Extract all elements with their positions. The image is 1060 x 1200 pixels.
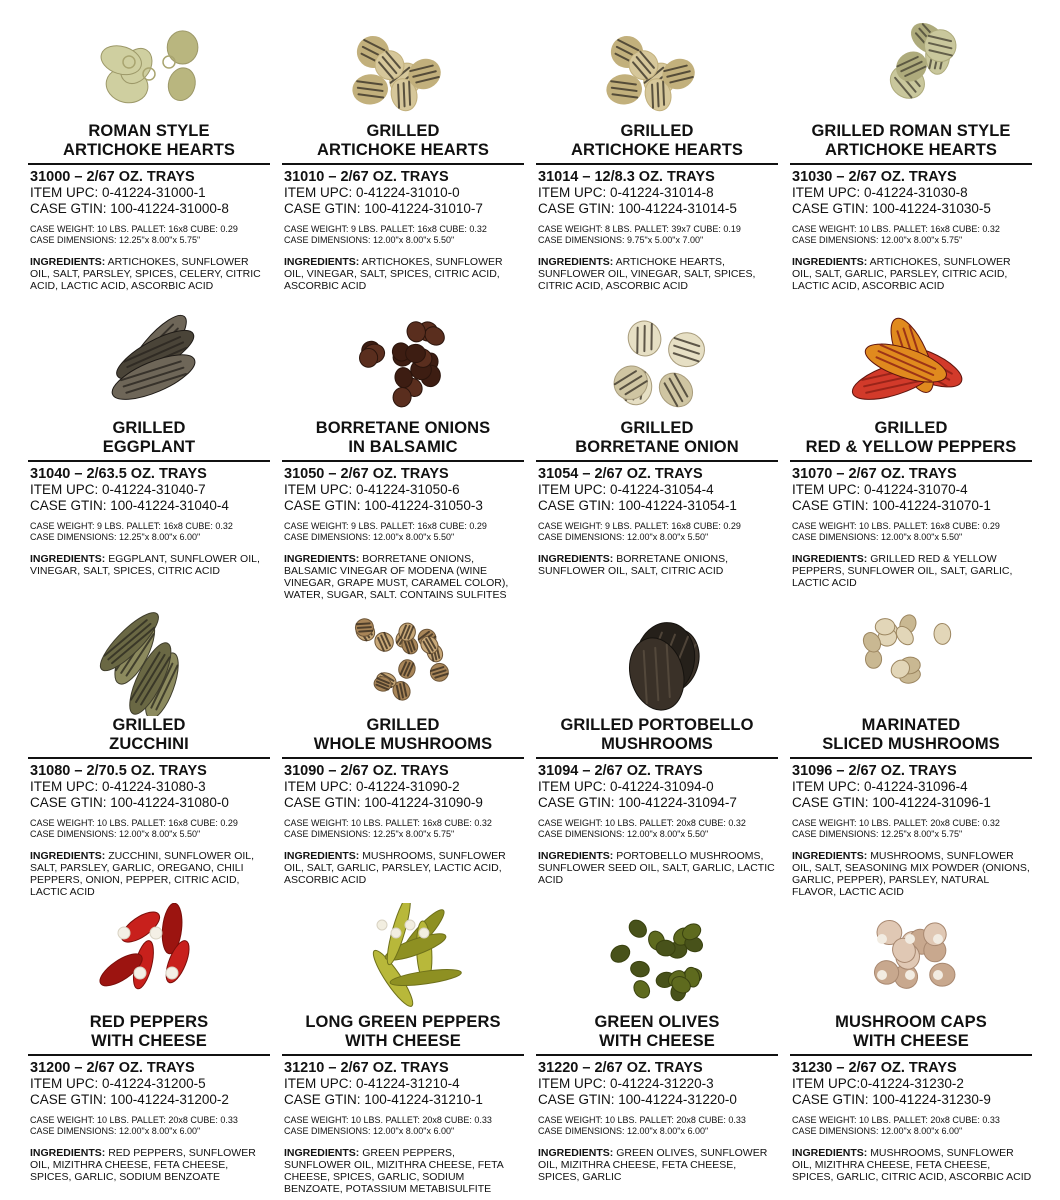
ingredients-label: INGREDIENTS: [792,850,868,862]
case-gtin: CASE GTIN: 100-41224-31030-5 [792,201,991,216]
item-upc: ITEM UPC:0-41224-31230-2 [792,1076,964,1091]
item-upc: ITEM UPC: 0-41224-31030-8 [792,185,968,200]
case-gtin: CASE GTIN: 100-41224-31080-0 [30,795,229,810]
case-gtin: CASE GTIN: 100-41224-31054-1 [538,498,737,513]
grilled-artichoke-image [338,12,468,122]
ingredients-text: ARTICHOKES, SUNFLOWER OIL, SALT, PARSLEY, SPICES, CELERY, CITRIC ACID, LACTIC ACID, ASCORBIC ACID [30,256,261,292]
case-dimensions: CASE DIMENSIONS: 12.25"x 8.00"x 5.75" [284,829,455,839]
ingredients [30,1147,270,1183]
case-dimensions: CASE DIMENSIONS: 12.00"x 8.00"x 6.00" [538,1126,709,1136]
ingredients-label: INGREDIENTS: [792,256,868,268]
item-upc: ITEM UPC: 0-41224-31210-4 [284,1076,460,1091]
product-code: 31010 – 2/67 OZ. TRAYS [284,169,449,185]
case-weight-pallet-cube: CASE WEIGHT: 9 LBS. PALLET: 16x8 CUBE: 0.32 [30,521,233,531]
case-dimensions: CASE DIMENSIONS: 12.00"x 8.00"x 6.00" [284,1126,455,1136]
product-card [282,899,524,1196]
case-weight-pallet-cube: CASE WEIGHT: 10 LBS. PALLET: 20x8 CUBE: 0.32 [792,818,1000,828]
ingredients-label: INGREDIENTS: [30,256,106,268]
product-title: GRILLED WHOLE MUSHROOMS [313,716,493,753]
product-card [282,305,524,602]
ingredients-label: INGREDIENTS: [284,850,360,862]
case-weight-pallet-cube: CASE WEIGHT: 10 LBS. PALLET: 20x8 CUBE: 0.33 [792,1115,1000,1125]
ingredients-text: RED PEPPERS, SUNFLOWER OIL, MIZITHRA CHEESE, FETA CHEESE, SPICES, GARLIC, SODIUM BENZOATE [30,1147,256,1183]
grilled-peppers-image [846,309,976,419]
case-weight-pallet-cube: CASE WEIGHT: 10 LBS. PALLET: 20x8 CUBE: 0.32 [538,818,746,828]
case-dimensions: CASE DIMENSIONS: 12.00"x 8.00"x 6.00" [792,1126,963,1136]
product-code: 31030 – 2/67 OZ. TRAYS [792,169,957,185]
mushroom-caps-cheese-image [846,903,976,1013]
product-card [28,602,270,899]
case-gtin: CASE GTIN: 100-41224-31014-5 [538,201,737,216]
title-divider [282,460,524,462]
ingredients-label: INGREDIENTS: [792,553,868,565]
case-dimensions: CASE DIMENSIONS: 12.25"x 8.00"x 5.75" [30,235,201,245]
case-dimensions: CASE DIMENSIONS: 12.00"x 8.00"x 5.50" [284,235,455,245]
case-weight-pallet-cube: CASE WEIGHT: 10 LBS. PALLET: 16x8 CUBE: 0.29 [30,224,238,234]
ingredients-text: MUSHROOMS, SUNFLOWER OIL, SALT, SEASONING MIX POWDER (ONIONS, GARLIC, PEPPER), PARSLEY, NATURAL FLAVOR, LACTIC ACID [792,850,1030,898]
ingredients [538,553,778,577]
product-title: MUSHROOM CAPS WITH CHEESE [835,1013,987,1050]
product-card [790,602,1032,899]
case-weight-pallet-cube: CASE WEIGHT: 10 LBS. PALLET: 16x8 CUBE: 0.29 [792,521,1000,531]
ingredients-text: BORRETANE ONIONS, BALSAMIC VINEGAR OF MODENA (WINE VINEGAR, GRAPE MUST, CARAMEL COLOR), WATER, SUGAR, SALT. CONTAINS SULFITES [284,553,509,601]
case-dimensions: CASE DIMENSIONS: 12.00"x 8.00"x 5.50" [538,829,709,839]
title-divider [28,1054,270,1056]
case-dimensions: CASE DIMENSIONS: 12.00"x 8.00"x 5.50" [284,532,455,542]
ingredients-label: INGREDIENTS: [792,1147,868,1159]
ingredients-text: BORRETANE ONIONS, SUNFLOWER OIL, SALT, CITRIC ACID [538,553,729,577]
ingredients-text: GREEN PEPPERS, SUNFLOWER OIL, MIZITHRA CHEESE, FETA CHEESE, SPICES, GARLIC, SODIUM BENZOATE, POTASSIUM METABISULFITE [284,1147,504,1195]
grilled-artichoke-image [592,12,722,122]
product-code: 31090 – 2/67 OZ. TRAYS [284,763,449,779]
ingredients-label: INGREDIENTS: [538,850,614,862]
ingredients [792,1147,1032,1183]
green-peppers-cheese-image [338,903,468,1013]
product-title: GRILLED ARTICHOKE HEARTS [316,122,490,159]
item-upc: ITEM UPC: 0-41224-31080-3 [30,779,206,794]
title-divider [790,460,1032,462]
case-gtin: CASE GTIN: 100-41224-31000-8 [30,201,229,216]
product-card [282,602,524,899]
item-upc: ITEM UPC: 0-41224-31054-4 [538,482,714,497]
grilled-onion-image [592,309,722,419]
ingredients [538,256,778,292]
ingredients-text: ARTICHOKE HEARTS, SUNFLOWER OIL, VINEGAR, SALT, SPICES, CITRIC ACID, ASCORBIC ACID [538,256,756,292]
product-title: GRILLED EGGPLANT [102,419,196,456]
title-divider [28,757,270,759]
product-code: 31050 – 2/67 OZ. TRAYS [284,466,449,482]
product-code: 31230 – 2/67 OZ. TRAYS [792,1060,957,1076]
product-card [790,8,1032,305]
product-grid [28,8,1034,1196]
product-card [536,305,778,602]
product-code: 31220 – 2/67 OZ. TRAYS [538,1060,703,1076]
item-upc: ITEM UPC: 0-41224-31000-1 [30,185,206,200]
case-gtin: CASE GTIN: 100-41224-31220-0 [538,1092,737,1107]
ingredients-label: INGREDIENTS: [284,1147,360,1159]
ingredients [538,1147,778,1183]
product-card [282,8,524,305]
grilled-mushrooms-image [338,606,468,716]
ingredients [792,553,1032,589]
ingredients [284,553,524,601]
ingredients [538,850,778,886]
case-weight-pallet-cube: CASE WEIGHT: 10 LBS. PALLET: 20x8 CUBE: 0.33 [538,1115,746,1125]
case-gtin: CASE GTIN: 100-41224-31010-7 [284,201,483,216]
case-dimensions: CASE DIMENSIONS: 12.00"x 8.00"x 5.50" [30,829,201,839]
artichoke-hearts-image [84,12,214,122]
item-upc: ITEM UPC: 0-41224-31200-5 [30,1076,206,1091]
ingredients-label: INGREDIENTS: [538,1147,614,1159]
product-card [28,8,270,305]
product-code: 31200 – 2/67 OZ. TRAYS [30,1060,195,1076]
product-title: RED PEPPERS WITH CHEESE [89,1013,209,1050]
case-dimensions: CASE DIMENSIONS: 12.25"x 8.00"x 5.75" [792,829,963,839]
ingredients [30,850,270,898]
item-upc: ITEM UPC: 0-41224-31096-4 [792,779,968,794]
product-card [536,8,778,305]
product-title: GREEN OLIVES WITH CHEESE [594,1013,720,1050]
item-upc: ITEM UPC: 0-41224-31010-0 [284,185,460,200]
product-code: 31054 – 2/67 OZ. TRAYS [538,466,703,482]
ingredients [284,850,524,886]
ingredients [792,850,1032,898]
product-title: GRILLED ZUCCHINI [109,716,189,753]
product-card [536,899,778,1196]
case-gtin: CASE GTIN: 100-41224-31090-9 [284,795,483,810]
title-divider [790,757,1032,759]
ingredients-text: EGGPLANT, SUNFLOWER OIL, VINEGAR, SALT, SPICES, CITRIC ACID [30,553,260,577]
ingredients-text: ARTICHOKES, SUNFLOWER OIL, SALT, GARLIC, PARSLEY, CITRIC ACID, LACTIC ACID, ASCORBIC ACID [792,256,1011,292]
title-divider [282,163,524,165]
product-code: 31040 – 2/63.5 OZ. TRAYS [30,466,207,482]
case-weight-pallet-cube: CASE WEIGHT: 10 LBS. PALLET: 16x8 CUBE: 0.32 [284,818,492,828]
product-title: GRILLED ROMAN STYLE ARTICHOKE HEARTS [811,122,1011,159]
ingredients-label: INGREDIENTS: [30,1147,106,1159]
item-upc: ITEM UPC: 0-41224-31040-7 [30,482,206,497]
product-code: 31094 – 2/67 OZ. TRAYS [538,763,703,779]
product-code: 31080 – 2/70.5 OZ. TRAYS [30,763,207,779]
grilled-eggplant-image [84,309,214,419]
case-dimensions: CASE DIMENSIONS: 12.00"x 8.00"x 5.75" [792,235,963,245]
ingredients-text: MUSHROOMS, SUNFLOWER OIL, SALT, GARLIC, PARSLEY, LACTIC ACID, ASCORBIC ACID [284,850,506,886]
product-title: LONG GREEN PEPPERS WITH CHEESE [305,1013,501,1050]
title-divider [536,163,778,165]
ingredients-label: INGREDIENTS: [30,553,106,565]
product-code: 31014 – 12/8.3 OZ. TRAYS [538,169,715,185]
product-title: GRILLED RED & YELLOW PEPPERS [805,419,1017,456]
case-dimensions: CASE DIMENSIONS: 12.25"x 8.00"x 6.00" [30,532,201,542]
ingredients [284,1147,524,1195]
title-divider [536,1054,778,1056]
case-dimensions: CASE DIMENSIONS: 12.00"x 8.00"x 6.00" [30,1126,201,1136]
case-dimensions: CASE DIMENSIONS: 9.75"x 5.00"x 7.00" [538,235,704,245]
ingredients-label: INGREDIENTS: [538,553,614,565]
item-upc: ITEM UPC: 0-41224-31014-8 [538,185,714,200]
ingredients-label: INGREDIENTS: [538,256,614,268]
case-weight-pallet-cube: CASE WEIGHT: 10 LBS. PALLET: 16x8 CUBE: 0.32 [792,224,1000,234]
case-weight-pallet-cube: CASE WEIGHT: 9 LBS. PALLET: 16x8 CUBE: 0.29 [284,521,487,531]
case-weight-pallet-cube: CASE WEIGHT: 10 LBS. PALLET: 20x8 CUBE: 0.33 [30,1115,238,1125]
portobello-image [592,606,722,716]
case-gtin: CASE GTIN: 100-41224-31230-9 [792,1092,991,1107]
title-divider [28,163,270,165]
case-gtin: CASE GTIN: 100-41224-31040-4 [30,498,229,513]
case-weight-pallet-cube: CASE WEIGHT: 8 LBS. PALLET: 39x7 CUBE: 0.19 [538,224,741,234]
item-upc: ITEM UPC: 0-41224-31094-0 [538,779,714,794]
title-divider [282,757,524,759]
item-upc: ITEM UPC: 0-41224-31070-4 [792,482,968,497]
title-divider [790,1054,1032,1056]
ingredients-text: ZUCCHINI, SUNFLOWER OIL, SALT, PARSLEY, GARLIC, OREGANO, CHILI PEPPERS, ONION, PEPPER, CITRIC ACID, LACTIC ACID [30,850,255,898]
product-code: 31000 – 2/67 OZ. TRAYS [30,169,195,185]
title-divider [790,163,1032,165]
ingredients-label: INGREDIENTS: [30,850,106,862]
title-divider [282,1054,524,1056]
case-weight-pallet-cube: CASE WEIGHT: 10 LBS. PALLET: 16x8 CUBE: 0.29 [30,818,238,828]
product-card [790,305,1032,602]
ingredients-text: GREEN OLIVES, SUNFLOWER OIL, MIZITHRA CHEESE, FETA CHEESE, SPICES, GARLIC [538,1147,768,1183]
item-upc: ITEM UPC: 0-41224-31090-2 [284,779,460,794]
product-title: MARINATED SLICED MUSHROOMS [822,716,1000,753]
green-olives-cheese-image [592,903,722,1013]
ingredients [792,256,1032,292]
item-upc: ITEM UPC: 0-41224-31050-6 [284,482,460,497]
title-divider [536,460,778,462]
ingredients [30,553,270,577]
product-card [536,602,778,899]
case-gtin: CASE GTIN: 100-41224-31050-3 [284,498,483,513]
ingredients-text: MUSHROOMS, SUNFLOWER OIL, MIZITHRA CHEESE, FETA CHEESE, SPICES, GARLIC, CITRIC ACID, ASCORBIC ACID [792,1147,1032,1183]
case-gtin: CASE GTIN: 100-41224-31094-7 [538,795,737,810]
product-title: GRILLED PORTOBELLO MUSHROOMS [560,716,754,753]
ingredients [30,256,270,292]
title-divider [536,757,778,759]
case-gtin: CASE GTIN: 100-41224-31200-2 [30,1092,229,1107]
product-title: BORRETANE ONIONS IN BALSAMIC [315,419,491,456]
product-code: 31070 – 2/67 OZ. TRAYS [792,466,957,482]
product-title: ROMAN STYLE ARTICHOKE HEARTS [62,122,236,159]
case-gtin: CASE GTIN: 100-41224-31070-1 [792,498,991,513]
ingredients [284,256,524,292]
ingredients-text: GRILLED RED & YELLOW PEPPERS, SUNFLOWER OIL, SALT, GARLIC, LACTIC ACID [792,553,1013,589]
ingredients-text: ARTICHOKES, SUNFLOWER OIL, VINEGAR, SALT, SPICES, CITRIC ACID, ASCORBIC ACID [284,256,503,292]
product-code: 31096 – 2/67 OZ. TRAYS [792,763,957,779]
grilled-roman-artichoke-image [846,12,976,122]
case-gtin: CASE GTIN: 100-41224-31096-1 [792,795,991,810]
red-peppers-cheese-image [84,903,214,1013]
case-weight-pallet-cube: CASE WEIGHT: 10 LBS. PALLET: 20x8 CUBE: 0.33 [284,1115,492,1125]
case-dimensions: CASE DIMENSIONS: 12.00"x 8.00"x 5.50" [538,532,709,542]
case-weight-pallet-cube: CASE WEIGHT: 9 LBS. PALLET: 16x8 CUBE: 0.32 [284,224,487,234]
case-dimensions: CASE DIMENSIONS: 12.00"x 8.00"x 5.50" [792,532,963,542]
ingredients-text: PORTOBELLO MUSHROOMS, SUNFLOWER SEED OIL, SALT, GARLIC, LACTIC ACID [538,850,775,886]
ingredients-label: INGREDIENTS: [284,553,360,565]
product-title: GRILLED ARTICHOKE HEARTS [570,122,744,159]
product-card [28,899,270,1196]
product-code: 31210 – 2/67 OZ. TRAYS [284,1060,449,1076]
product-card [28,305,270,602]
case-weight-pallet-cube: CASE WEIGHT: 9 LBS. PALLET: 16x8 CUBE: 0.29 [538,521,741,531]
ingredients-label: INGREDIENTS: [284,256,360,268]
case-gtin: CASE GTIN: 100-41224-31210-1 [284,1092,483,1107]
title-divider [28,460,270,462]
product-card [790,899,1032,1196]
item-upc: ITEM UPC: 0-41224-31220-3 [538,1076,714,1091]
grilled-zucchini-image [84,606,214,716]
balsamic-onions-image [338,309,468,419]
product-title: GRILLED BORRETANE ONION [575,419,739,456]
sliced-mushrooms-image [846,606,976,716]
